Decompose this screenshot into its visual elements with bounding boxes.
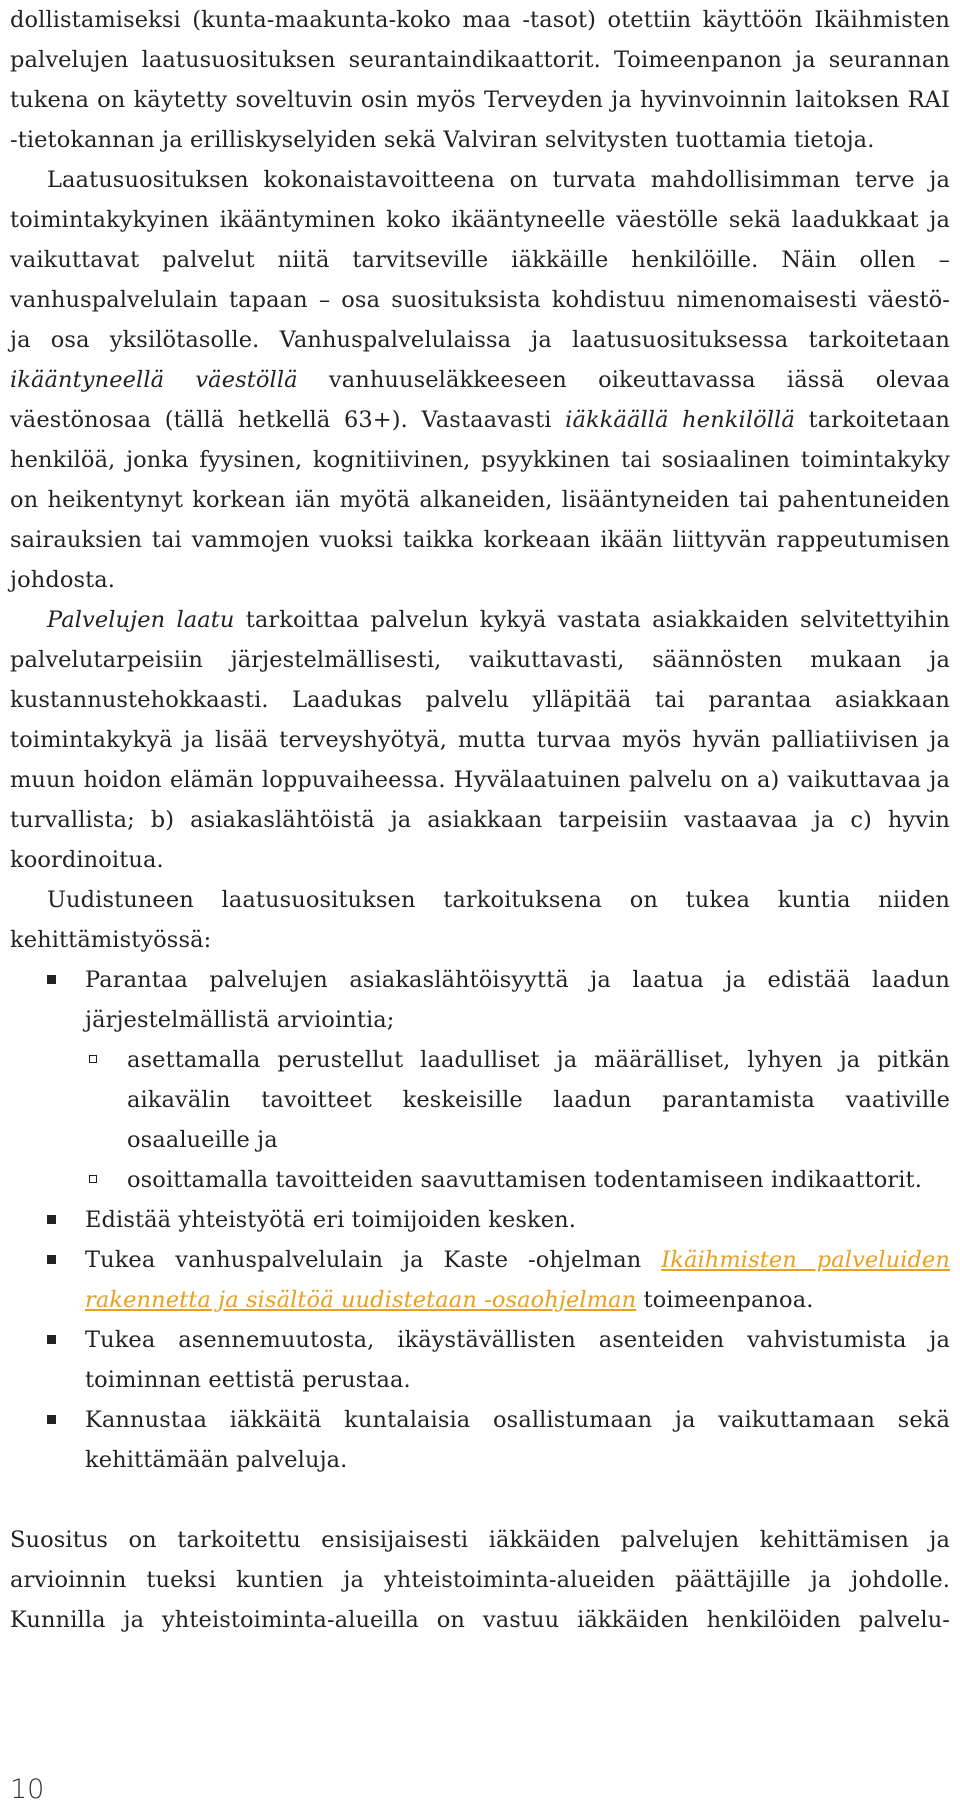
paragraph-quality bbox=[10, 600, 950, 880]
paragraph-intro: dollistamiseksi (kunta-maakunta-koko maa -tasot) otettiin käyttöön Ikäihmisten palvelujen laatusuosituksen seurantaindikaattorit. Toimeenpanon ja seurannan tukena on käytetty soveltuvin osin myös Terveyden ja hyvinvoinnin laitoksen RAI -tietokannan ja erilliskyselyiden sekä Valviran selvitysten tuottamia tietoja. bbox=[10, 7, 950, 153]
list-item bbox=[10, 1200, 950, 1240]
paragraph-goals-text-a: Laatusuosituksen kokonaistavoitteena on turvata mahdollisimman terve ja toimintakykyinen ikääntyminen koko ikääntyneelle väestölle sekä laadukkaat ja vaikuttavat palvelut niitä tarvitseville iäkkäille henkilöille. Näin ollen – vanhuspalvelulain tapaan – osa suosituksista kohdistuu nimenomaisesti väestö- ja osa yksilötasolle. Vanhuspalvelulaissa ja laatusuosituksessa tarkoitetaan bbox=[10, 167, 950, 353]
sub-list-item-text: asettamalla perustellut laadulliset ja määrälliset, lyhyen ja pitkän aikavälin tavoitteet keskeisille laadun parantamista vaativille osaalueille ja bbox=[127, 1047, 950, 1153]
paragraph-goals-text-c: tarkoitetaan henkilöä, jonka fyysinen, kognitiivinen, psyykkinen tai sosiaalinen toimintakyky on heikentynyt korkean iän myötä alkaneiden, lisääntyneiden tai pahentuneiden sairauksien tai vammojen vuoksi taikka korkeaan ikään liittyvän rappeutumisen johdosta. bbox=[10, 407, 950, 593]
list-item-text: Tukea asennemuutosta, ikäystävällisten asenteiden vahvistumista ja toiminnan eettistä perustaa. bbox=[85, 1327, 950, 1393]
sub-list-item bbox=[10, 1040, 950, 1160]
list-item-text: Kannustaa iäkkäitä kuntalaisia osallistumaan ja vaikuttamaan sekä kehittämään palveluja. bbox=[85, 1407, 950, 1473]
paragraph-quality-text: tarkoittaa palvelun kykyä vastata asiakkaiden selvitettyihin palvelutarpeisiin järjestelmällisesti, vaikuttavasti, säännösten mukaan ja kustannustehokkaasti. Laadukas palvelu ylläpitää tai parantaa asiakkaan toimintakykyä ja lisää terveyshyötyä, mutta turvaa myös hyvän palliatiivisen ja muun hoidon elämän loppuvaiheessa. Hyvälaatuinen palvelu on a) vaikuttavaa ja turvallista; b) asiakaslähtöistä ja asiakkaan tarpeisiin vastaavaa ja c) hyvin koordinoitua. bbox=[10, 607, 950, 873]
sub-list-item-text: osoittamalla tavoitteiden saavuttamisen todentamiseen indikaattorit. bbox=[127, 1167, 922, 1193]
paragraph-goals bbox=[10, 160, 950, 600]
square-bullet-icon bbox=[47, 1215, 56, 1224]
list-item-text-a: Tukea vanhuspalvelulain ja Kaste -ohjelman bbox=[85, 1247, 662, 1273]
list-item bbox=[10, 1240, 950, 1320]
purpose-list bbox=[10, 960, 950, 1480]
term-aged-population: ikääntyneellä väestöllä bbox=[10, 367, 298, 393]
hollow-square-bullet-icon bbox=[89, 1175, 97, 1183]
page-number: 10 bbox=[10, 1774, 45, 1805]
paragraph-goals-text-b: vanhuuseläkkeeseen oikeuttavassa iässä olevaa väestönosaa (tällä hetkellä 63+). Vastaavasti bbox=[10, 367, 950, 433]
list-item-text: Edistää yhteistyötä eri toimijoiden kesken. bbox=[85, 1207, 577, 1233]
document-body bbox=[10, 0, 950, 1640]
square-bullet-icon bbox=[47, 1415, 56, 1424]
square-bullet-icon bbox=[47, 1335, 56, 1344]
term-elderly-person: iäkkäällä henkilöllä bbox=[565, 407, 795, 433]
sub-list-item bbox=[10, 1160, 950, 1200]
hollow-square-bullet-icon bbox=[89, 1055, 97, 1063]
program-link[interactable]: Ikäihmisten palveluiden rakennetta ja sisältöä uudistetaan -osaohjelman bbox=[85, 1247, 950, 1313]
list-item bbox=[10, 1320, 950, 1400]
square-bullet-icon bbox=[47, 1255, 56, 1264]
term-service-quality: Palvelujen laatu bbox=[47, 607, 235, 633]
paragraph-purpose: Uudistuneen laatusuosituksen tarkoituksena on tukea kuntia niiden kehittämistyössä: bbox=[10, 887, 950, 953]
list-item-text: Parantaa palvelujen asiakaslähtöisyyttä ja laatua ja edistää laadun järjestelmällistä arviointia; bbox=[85, 967, 950, 1033]
list-item bbox=[10, 1400, 950, 1480]
spacer bbox=[10, 1480, 950, 1520]
paragraph-target-audience: Suositus on tarkoitettu ensisijaisesti iäkkäiden palvelujen kehittämisen ja arvioinnin tueksi kuntien ja yhteistoiminta-alueiden päättäjille ja johdolle. Kunnilla ja yhteistoiminta-alueilla on vastuu iäkkäiden henkilöiden palvelu- bbox=[10, 1527, 950, 1633]
list-item bbox=[10, 960, 950, 1040]
square-bullet-icon bbox=[47, 975, 56, 984]
list-item-text-b: toimeenpanoa. bbox=[636, 1287, 814, 1313]
